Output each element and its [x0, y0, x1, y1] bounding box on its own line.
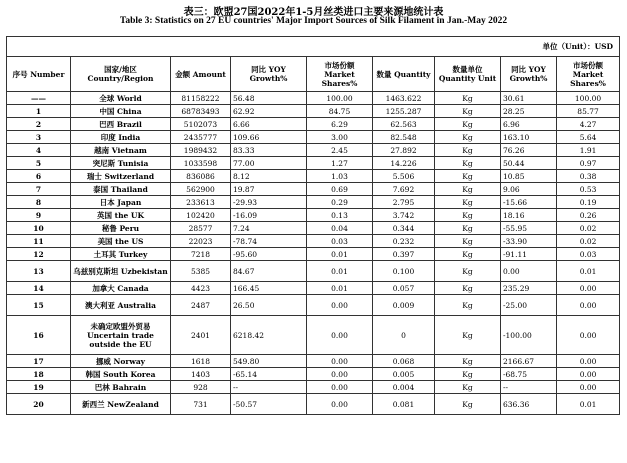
country-cell: 越南 Vietnam [71, 144, 171, 157]
unit-cell: Kg [435, 355, 501, 368]
quantity-cell: 14.226 [373, 157, 435, 170]
quantity-share-cell: 0.00 [557, 316, 620, 355]
quantity-share-cell: 0.38 [557, 170, 620, 183]
quantity-share-cell: 0.19 [557, 196, 620, 209]
header-country: 国家/地区 Country/Region [71, 57, 171, 92]
quantity-share-cell: 0.00 [557, 368, 620, 381]
table-row [7, 368, 620, 381]
import-sources-table [6, 36, 620, 415]
quantity-share-cell: 85.77 [557, 105, 620, 118]
yoy-cell: 109.66 [231, 131, 307, 144]
yoy-cell: 83.33 [231, 144, 307, 157]
table-row [7, 209, 620, 222]
quantity-share-cell: 4.27 [557, 118, 620, 131]
table-row [7, 131, 620, 144]
country-cell: 泰国 Thailand [71, 183, 171, 196]
country-cell: 日本 Japan [71, 196, 171, 209]
country-cell: 巴林 Bahrain [71, 381, 171, 394]
header-quantity-yoy: 同比 YOY Growth% [501, 57, 557, 92]
yoy-cell: -29.93 [231, 196, 307, 209]
amount-cell: 1618 [171, 355, 231, 368]
unit-cell: Kg [435, 196, 501, 209]
amount-cell: 562900 [171, 183, 231, 196]
amount-cell: 81158222 [171, 92, 231, 105]
table-row [7, 381, 620, 394]
share-cell: 0.00 [307, 381, 373, 394]
header-quantity-unit: 数量单位 Quantity Unit [435, 57, 501, 92]
row-number: 12 [7, 248, 71, 261]
yoy-cell: 7.24 [231, 222, 307, 235]
table-row [7, 92, 620, 105]
unit-cell: Kg [435, 316, 501, 355]
country-cell: 加拿大 Canada [71, 282, 171, 295]
quantity-yoy-cell: -33.90 [501, 235, 557, 248]
row-number: 19 [7, 381, 71, 394]
share-cell: 0.00 [307, 316, 373, 355]
table-row [7, 355, 620, 368]
country-cell: 韩国 South Korea [71, 368, 171, 381]
unit-cell: Kg [435, 235, 501, 248]
quantity-yoy-cell: 163.10 [501, 131, 557, 144]
unit-cell: Kg [435, 131, 501, 144]
row-number: 4 [7, 144, 71, 157]
quantity-share-cell: 0.03 [557, 248, 620, 261]
quantity-yoy-cell: 50.44 [501, 157, 557, 170]
country-cell: 巴西 Brazil [71, 118, 171, 131]
quantity-yoy-cell: 636.36 [501, 394, 557, 415]
quantity-yoy-cell: 30.61 [501, 92, 557, 105]
share-cell: 100.00 [307, 92, 373, 105]
share-cell: 0.01 [307, 282, 373, 295]
quantity-cell: 1255.287 [373, 105, 435, 118]
yoy-cell: 166.45 [231, 282, 307, 295]
row-number: 2 [7, 118, 71, 131]
country-cell: 未确定欧盟外贸易 Uncertain trade outside the EU [71, 316, 171, 355]
unit-cell: Kg [435, 282, 501, 295]
table-row [7, 170, 620, 183]
unit-cell: Kg [435, 394, 501, 415]
unit-cell: Kg [435, 261, 501, 282]
quantity-share-cell: 0.02 [557, 222, 620, 235]
quantity-cell: 5.506 [373, 170, 435, 183]
country-cell: 全球 World [71, 92, 171, 105]
quantity-cell: 0.081 [373, 394, 435, 415]
share-cell: 0.29 [307, 196, 373, 209]
row-number: 16 [7, 316, 71, 355]
amount-cell: 1989432 [171, 144, 231, 157]
amount-cell: 836086 [171, 170, 231, 183]
row-number: 17 [7, 355, 71, 368]
country-cell: 中国 China [71, 105, 171, 118]
header-market-share: 市场份额 Market Shares% [307, 57, 373, 92]
share-cell: 84.75 [307, 105, 373, 118]
quantity-cell: 0.005 [373, 368, 435, 381]
table-row [7, 248, 620, 261]
quantity-cell: 27.892 [373, 144, 435, 157]
amount-cell: 2487 [171, 295, 231, 316]
share-cell: 0.69 [307, 183, 373, 196]
quantity-yoy-cell: -55.95 [501, 222, 557, 235]
table-row [7, 295, 620, 316]
yoy-cell: 26.50 [231, 295, 307, 316]
country-cell: 瑞士 Switzerland [71, 170, 171, 183]
yoy-cell: -- [231, 381, 307, 394]
quantity-yoy-cell: 2166.67 [501, 355, 557, 368]
table-row [7, 144, 620, 157]
quantity-yoy-cell: 6.96 [501, 118, 557, 131]
country-cell: 挪威 Norway [71, 355, 171, 368]
unit-cell: Kg [435, 157, 501, 170]
quantity-yoy-cell: 235.29 [501, 282, 557, 295]
quantity-yoy-cell: 10.85 [501, 170, 557, 183]
share-cell: 3.00 [307, 131, 373, 144]
quantity-cell: 0.100 [373, 261, 435, 282]
amount-cell: 5102073 [171, 118, 231, 131]
amount-cell: 2435777 [171, 131, 231, 144]
table-row [7, 316, 620, 355]
quantity-share-cell: 0.01 [557, 394, 620, 415]
amount-cell: 233613 [171, 196, 231, 209]
row-number: 8 [7, 196, 71, 209]
yoy-cell: 6218.42 [231, 316, 307, 355]
yoy-cell: -16.09 [231, 209, 307, 222]
quantity-cell: 3.742 [373, 209, 435, 222]
row-number: 1 [7, 105, 71, 118]
table-row [7, 196, 620, 209]
country-cell: 澳大利亚 Australia [71, 295, 171, 316]
unit-cell: Kg [435, 381, 501, 394]
unit-cell: Kg [435, 144, 501, 157]
unit-cell: Kg [435, 183, 501, 196]
country-cell: 美国 the US [71, 235, 171, 248]
share-cell: 1.27 [307, 157, 373, 170]
share-cell: 0.01 [307, 248, 373, 261]
quantity-cell: 82.548 [373, 131, 435, 144]
row-number: 11 [7, 235, 71, 248]
row-number: —— [7, 92, 71, 105]
quantity-cell: 0.057 [373, 282, 435, 295]
quantity-cell: 7.692 [373, 183, 435, 196]
quantity-yoy-cell: 0.00 [501, 261, 557, 282]
share-cell: 0.00 [307, 295, 373, 316]
header-amount: 金额 Amount [171, 57, 231, 92]
country-cell: 印度 India [71, 131, 171, 144]
yoy-cell: 62.92 [231, 105, 307, 118]
amount-cell: 1033598 [171, 157, 231, 170]
share-cell: 0.00 [307, 394, 373, 415]
table-row [7, 157, 620, 170]
country-cell: 突尼斯 Tunisia [71, 157, 171, 170]
header-yoy: 同比 YOY Growth% [231, 57, 307, 92]
yoy-cell: 77.00 [231, 157, 307, 170]
quantity-share-cell: 0.00 [557, 282, 620, 295]
quantity-yoy-cell: -68.75 [501, 368, 557, 381]
share-cell: 0.04 [307, 222, 373, 235]
share-cell: 0.01 [307, 261, 373, 282]
header-quantity-share: 市场份额 Market Shares% [557, 57, 620, 92]
title-chinese: 表三：欧盟27国2022年1-5月丝类进口主要来源地统计表 [183, 7, 444, 18]
quantity-yoy-cell: 28.25 [501, 105, 557, 118]
quantity-share-cell: 0.26 [557, 209, 620, 222]
yoy-cell: -65.14 [231, 368, 307, 381]
header-quantity: 数量 Quantity [373, 57, 435, 92]
unit-cell: Kg [435, 209, 501, 222]
unit-cell: Kg [435, 368, 501, 381]
quantity-share-cell: 0.00 [557, 355, 620, 368]
amount-cell: 2401 [171, 316, 231, 355]
quantity-yoy-cell: -100.00 [501, 316, 557, 355]
unit-cell: Kg [435, 92, 501, 105]
quantity-cell: 0.232 [373, 235, 435, 248]
quantity-share-cell: 0.53 [557, 183, 620, 196]
quantity-share-cell: 0.02 [557, 235, 620, 248]
row-number: 5 [7, 157, 71, 170]
unit-cell: Kg [435, 170, 501, 183]
table-row [7, 222, 620, 235]
row-number: 6 [7, 170, 71, 183]
yoy-cell: -78.74 [231, 235, 307, 248]
yoy-cell: 56.48 [231, 92, 307, 105]
quantity-yoy-cell: -- [501, 381, 557, 394]
quantity-share-cell: 0.00 [557, 381, 620, 394]
quantity-yoy-cell: -15.66 [501, 196, 557, 209]
yoy-cell: 6.66 [231, 118, 307, 131]
unit-row [7, 37, 620, 57]
unit-cell: Kg [435, 248, 501, 261]
table-row [7, 105, 620, 118]
quantity-cell: 0.068 [373, 355, 435, 368]
share-cell: 2.45 [307, 144, 373, 157]
table-row [7, 282, 620, 295]
share-cell: 0.03 [307, 235, 373, 248]
row-number: 20 [7, 394, 71, 415]
quantity-yoy-cell: 76.26 [501, 144, 557, 157]
quantity-share-cell: 0.01 [557, 261, 620, 282]
unit-cell: Kg [435, 222, 501, 235]
country-cell: 英国 the UK [71, 209, 171, 222]
amount-cell: 7218 [171, 248, 231, 261]
amount-cell: 28577 [171, 222, 231, 235]
quantity-cell: 0 [373, 316, 435, 355]
title-english: Table 3: Statistics on 27 EU countries' Major Import Sources of Silk Filament in Jan.-May 2022 [119, 16, 508, 26]
amount-cell: 1403 [171, 368, 231, 381]
amount-cell: 5385 [171, 261, 231, 282]
quantity-cell: 0.009 [373, 295, 435, 316]
quantity-cell: 0.344 [373, 222, 435, 235]
quantity-share-cell: 0.00 [557, 295, 620, 316]
quantity-cell: 1463.622 [373, 92, 435, 105]
row-number: 10 [7, 222, 71, 235]
amount-cell: 22023 [171, 235, 231, 248]
unit-cell: Kg [435, 105, 501, 118]
quantity-yoy-cell: 9.06 [501, 183, 557, 196]
row-number: 14 [7, 282, 71, 295]
yoy-cell: 8.12 [231, 170, 307, 183]
amount-cell: 928 [171, 381, 231, 394]
quantity-yoy-cell: 18.16 [501, 209, 557, 222]
amount-cell: 4423 [171, 282, 231, 295]
country-cell: 新西兰 NewZealand [71, 394, 171, 415]
yoy-cell: 84.67 [231, 261, 307, 282]
yoy-cell: 549.80 [231, 355, 307, 368]
row-number: 18 [7, 368, 71, 381]
country-cell: 秘鲁 Peru [71, 222, 171, 235]
row-number: 9 [7, 209, 71, 222]
share-cell: 0.13 [307, 209, 373, 222]
yoy-cell: -50.57 [231, 394, 307, 415]
table-row [7, 235, 620, 248]
yoy-cell: -95.60 [231, 248, 307, 261]
yoy-cell: 19.87 [231, 183, 307, 196]
amount-cell: 68783493 [171, 105, 231, 118]
table-row [7, 261, 620, 282]
table-row [7, 118, 620, 131]
row-number: 7 [7, 183, 71, 196]
amount-cell: 731 [171, 394, 231, 415]
share-cell: 0.00 [307, 355, 373, 368]
country-cell: 土耳其 Turkey [71, 248, 171, 261]
quantity-cell: 2.795 [373, 196, 435, 209]
quantity-cell: 0.004 [373, 381, 435, 394]
quantity-yoy-cell: -91.11 [501, 248, 557, 261]
share-cell: 0.00 [307, 368, 373, 381]
unit-label: 单位（Unit）：USD [7, 37, 620, 57]
quantity-share-cell: 0.97 [557, 157, 620, 170]
share-cell: 1.03 [307, 170, 373, 183]
country-cell: 乌兹别克斯坦 Uzbekistan [71, 261, 171, 282]
table-row [7, 394, 620, 415]
quantity-share-cell: 5.64 [557, 131, 620, 144]
unit-cell: Kg [435, 118, 501, 131]
header-number: 序号 Number [7, 57, 71, 92]
quantity-yoy-cell: -25.00 [501, 295, 557, 316]
unit-cell: Kg [435, 295, 501, 316]
quantity-cell: 0.397 [373, 248, 435, 261]
amount-cell: 102420 [171, 209, 231, 222]
header-row [7, 57, 620, 92]
share-cell: 6.29 [307, 118, 373, 131]
row-number: 13 [7, 261, 71, 282]
quantity-share-cell: 100.00 [557, 92, 620, 105]
quantity-share-cell: 1.91 [557, 144, 620, 157]
table-row [7, 183, 620, 196]
quantity-cell: 62.563 [373, 118, 435, 131]
row-number: 15 [7, 295, 71, 316]
row-number: 3 [7, 131, 71, 144]
